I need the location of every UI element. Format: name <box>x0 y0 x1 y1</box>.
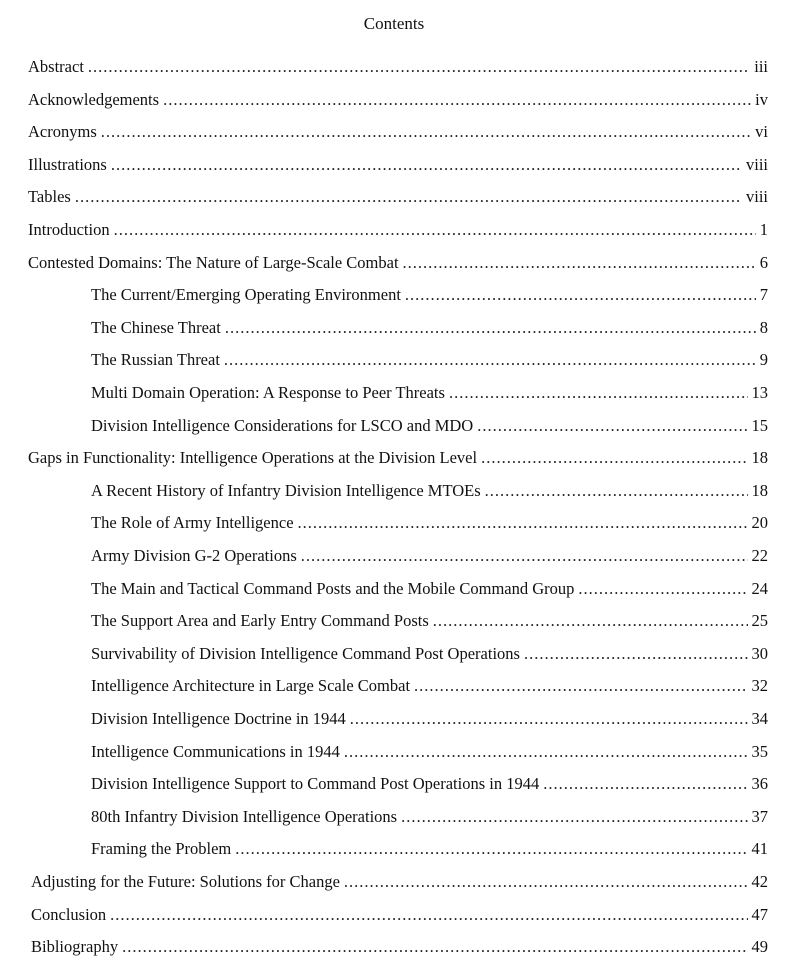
toc-entry-label: Bibliography <box>31 937 119 957</box>
dot-leader <box>101 120 751 144</box>
toc-entry-label: The Current/Emerging Operating Environment <box>91 285 401 305</box>
dot-leader <box>224 348 756 372</box>
toc-entry[interactable] <box>91 674 768 698</box>
dot-leader <box>344 870 748 894</box>
dot-leader <box>298 511 748 535</box>
toc-entry[interactable] <box>28 251 768 275</box>
toc-entry[interactable] <box>28 446 768 470</box>
toc-entry-page-number: 37 <box>751 806 768 826</box>
toc-entry-label: The Chinese Threat <box>91 317 221 337</box>
toc-entry-label: Illustrations <box>28 154 107 174</box>
toc-entry-label: Multi Domain Operation: A Response to Peer Threats <box>91 383 445 402</box>
toc-entry-page-number: vi <box>755 122 768 142</box>
dot-leader <box>403 251 756 275</box>
toc-entry[interactable] <box>28 218 768 242</box>
dot-leader <box>110 903 747 927</box>
toc-entry-label: Tables <box>28 187 71 207</box>
toc-entry-label: The Support Area and Early Entry Command Posts <box>91 611 429 631</box>
toc-entry-page-number: 8 <box>759 317 768 337</box>
toc-entry-label: Intelligence Architecture in Large Scale Combat <box>91 676 411 696</box>
dot-leader <box>481 446 747 470</box>
toc-entry-page-number: 32 <box>751 676 768 696</box>
toc-entry[interactable] <box>91 511 768 535</box>
toc-entry-page-number: 25 <box>751 611 768 631</box>
toc-entry-label: Survivability of Division Intelligence Command Post Operations <box>91 643 520 663</box>
page-title: Contents <box>363 14 425 33</box>
toc-entry-label: Division Intelligence Considerations for LSCO and MDO <box>91 415 474 435</box>
toc-entry-page-number: 6 <box>759 252 768 272</box>
toc-entry[interactable] <box>91 283 768 307</box>
toc-entry-page-number: 41 <box>751 839 768 859</box>
toc-entry-label: A Recent History of Infantry Division Intelligence MTOEs <box>91 480 481 500</box>
toc-entry[interactable] <box>31 903 768 927</box>
toc-entry-page-number: 35 <box>751 741 768 761</box>
toc-entry-page-number: 22 <box>751 546 768 565</box>
dot-leader <box>433 609 748 633</box>
toc-entry-label: The Role of Army Intelligence <box>91 513 294 533</box>
toc-entry-label: Division Intelligence Doctrine in 1944 <box>91 709 346 728</box>
toc-entry[interactable] <box>91 348 768 372</box>
toc-entry-page-number: 15 <box>751 415 768 435</box>
toc-entry-label: Acronyms <box>28 122 97 142</box>
dot-leader <box>235 837 747 861</box>
toc-entry-page-number: viii <box>745 154 768 174</box>
toc-entry-label: Contested Domains: The Nature of Large-Scale Combat <box>28 252 399 272</box>
toc-entry[interactable] <box>91 609 768 633</box>
dot-leader <box>449 381 748 405</box>
dot-leader <box>485 479 748 503</box>
toc-entry-label: The Russian Threat <box>91 350 220 370</box>
toc-entry-page-number: iii <box>754 57 768 76</box>
toc-entry[interactable] <box>91 837 768 861</box>
toc-entry-page-number: 9 <box>759 350 768 370</box>
toc-entry-page-number: 30 <box>751 643 768 663</box>
dot-leader <box>350 707 748 731</box>
dot-leader <box>405 283 756 307</box>
toc-entry[interactable] <box>28 88 768 112</box>
toc-entry-page-number: 49 <box>751 937 768 957</box>
toc-entry-label: Framing the Problem <box>91 839 232 859</box>
dot-leader <box>163 88 751 112</box>
dot-leader <box>122 935 747 959</box>
dot-leader <box>301 544 748 568</box>
toc-entry[interactable] <box>31 870 768 894</box>
toc-entry-label: Abstract <box>28 57 84 76</box>
toc-entry-page-number: 42 <box>751 872 768 891</box>
toc-entry[interactable] <box>28 55 768 79</box>
toc-entry-page-number: 1 <box>759 220 768 239</box>
toc-entry[interactable] <box>91 316 768 340</box>
toc-entry-page-number: 20 <box>751 513 768 533</box>
toc-entry[interactable] <box>91 479 768 503</box>
dot-leader <box>578 577 747 601</box>
toc-entry-label: Adjusting for the Future: Solutions for Change <box>31 872 340 891</box>
toc-entry[interactable] <box>91 414 768 438</box>
dot-leader <box>114 218 756 242</box>
toc-entry[interactable] <box>91 577 768 601</box>
toc-entry[interactable] <box>91 642 768 666</box>
toc-entry[interactable] <box>31 935 768 959</box>
toc-entry-page-number: 18 <box>751 448 768 468</box>
toc-entry-page-number: 13 <box>751 383 768 402</box>
toc-entry-label: The Main and Tactical Command Posts and the Mobile Command Group <box>91 578 575 598</box>
toc-entry-label: Introduction <box>28 220 110 239</box>
toc-entry-page-number: viii <box>745 187 768 207</box>
dot-leader <box>543 772 747 796</box>
toc-entry-page-number: 47 <box>751 904 768 924</box>
dot-leader <box>75 185 742 209</box>
toc-entry[interactable] <box>91 740 768 764</box>
toc-entry-page-number: 24 <box>751 578 768 598</box>
toc-entry-label: Conclusion <box>31 904 107 924</box>
dot-leader <box>225 316 756 340</box>
toc-entry-label: Army Division G-2 Operations <box>91 546 297 565</box>
toc-entry-page-number: 7 <box>759 285 768 305</box>
dot-leader <box>414 674 747 698</box>
dot-leader <box>111 153 742 177</box>
toc-entry[interactable] <box>91 772 768 796</box>
toc-entry-label: Gaps in Functionality: Intelligence Operations at the Division Level <box>28 448 478 468</box>
dot-leader <box>344 740 748 764</box>
dot-leader <box>477 414 747 438</box>
toc-entry-page-number: iv <box>755 89 768 109</box>
toc-entry-label: Division Intelligence Support to Command Post Operations in 1944 <box>91 774 540 794</box>
toc-entry[interactable] <box>91 544 768 568</box>
toc-entry[interactable] <box>91 381 768 405</box>
toc-entry-page-number: 36 <box>751 774 768 794</box>
toc-entry-page-number: 18 <box>751 480 768 500</box>
dot-leader <box>524 642 748 666</box>
toc-entry-label: 80th Infantry Division Intelligence Operations <box>91 806 398 826</box>
toc-entry-label: Acknowledgements <box>28 89 160 109</box>
toc-entry[interactable] <box>28 185 768 209</box>
toc-entry[interactable] <box>91 707 768 731</box>
toc-entry[interactable] <box>91 805 768 829</box>
toc-entry[interactable] <box>28 120 768 144</box>
dot-leader <box>401 805 747 829</box>
toc-entry[interactable] <box>28 153 768 177</box>
toc-entry-label: Intelligence Communications in 1944 <box>91 741 340 761</box>
toc-entry-page-number: 34 <box>751 709 768 728</box>
dot-leader <box>88 55 750 79</box>
